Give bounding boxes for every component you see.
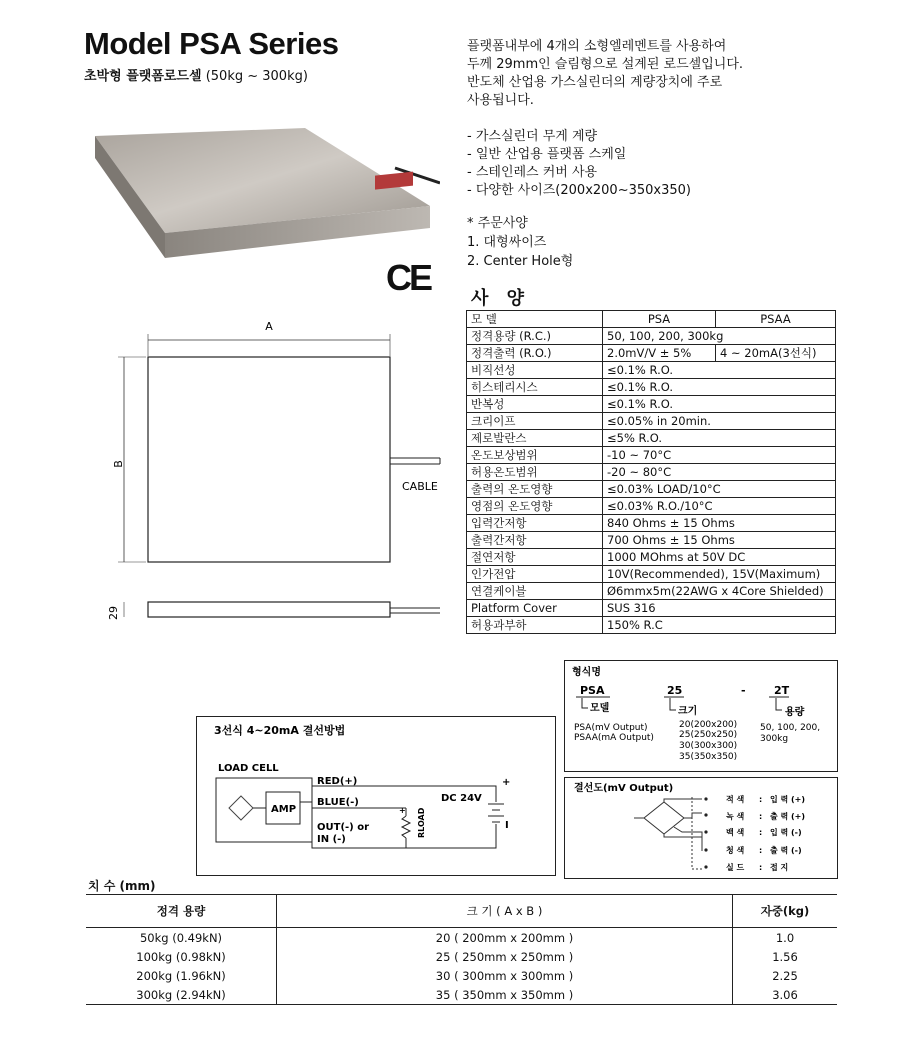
mv-func: 출 력 (-)	[770, 846, 802, 855]
model-code-diagram	[564, 660, 836, 770]
dim-header-cell: 정격 용량	[86, 895, 277, 928]
dim-row	[86, 947, 837, 966]
feature-item: - 스테인레스 커버 사용	[467, 165, 598, 180]
mv-func: 접 지	[770, 863, 789, 872]
label-a: A	[265, 320, 273, 333]
spec-value: 10V(Recommended), 15V(Maximum)	[603, 566, 836, 583]
spec-key: 크리이프	[467, 413, 603, 430]
spec-row	[467, 532, 836, 549]
ma-wiring-diagram	[196, 716, 554, 874]
dim-cell: 25 ( 250mm x 250mm )	[277, 947, 733, 966]
spec-row	[467, 566, 836, 583]
spec-value: -20 ~ 80°C	[603, 464, 836, 481]
dim-cell: 1.56	[772, 949, 798, 964]
out-label-2: IN (-)	[317, 834, 346, 845]
spec-key: 인가전압	[467, 566, 603, 583]
label-cable: CABLE	[402, 480, 438, 493]
spec-row	[467, 600, 836, 617]
spec-value: 150% R.C	[603, 617, 836, 634]
mv-color: 녹 색	[726, 812, 745, 821]
dim-cell: 1.0	[775, 930, 795, 945]
spec-row	[467, 464, 836, 481]
feature-item: - 일반 산업용 플랫폼 스케일	[467, 147, 627, 162]
spec-row	[467, 447, 836, 464]
spec-row	[467, 498, 836, 515]
dim-cell: 3.06	[733, 985, 838, 1005]
out-label-1: OUT(-) or	[317, 822, 370, 833]
mv-sep: :	[759, 846, 763, 855]
label-size: 크기	[678, 706, 698, 717]
rload-plus: +	[399, 806, 406, 815]
spec-value: ≤0.05% in 20min.	[603, 413, 836, 430]
spec-header-cell: PSAA	[716, 311, 836, 328]
spec-value: ≤0.03% R.O./10°C	[603, 498, 836, 515]
spec-key: 허용온도범위	[467, 464, 603, 481]
spec-key: 절연저항	[467, 549, 603, 566]
subtitle-range: (50kg ~ 300kg)	[205, 69, 308, 84]
spec-value: SUS 316	[603, 600, 836, 617]
spec-value: 1000 MOhms at 50V DC	[603, 549, 836, 566]
intro-line: 두께 29mm인 슬림형으로 설계된 로드셀입니다.	[467, 57, 744, 72]
dim-row	[86, 966, 837, 985]
feature-item: - 다양한 사이즈(200x200~350x350)	[467, 183, 691, 198]
size-option: 30(300x300)	[679, 741, 738, 751]
dim-header-row	[86, 895, 837, 928]
intro-line: 반도체 산업용 가스실린더의 계량장치에 주로	[467, 75, 723, 90]
spec-key: 제로발란스	[467, 430, 603, 447]
size-option: 20(200x200)	[679, 720, 738, 730]
model-option: PSAA(mA Output)	[574, 733, 654, 743]
amp-label: AMP	[271, 804, 297, 815]
intro-line: 플랫폼내부에 4개의 소형엘레멘트를 사용하여	[467, 39, 727, 54]
page-subtitle	[84, 65, 308, 84]
spec-row	[467, 515, 836, 532]
dc-minus: I	[505, 820, 509, 831]
mv-sep: :	[759, 812, 763, 821]
label-cap: 용량	[785, 707, 805, 718]
wiring-title: 3선식 4~20mA 결선방법	[214, 724, 346, 737]
spec-value: Ø6mmx5m(22AWG x 4Core Shielded)	[603, 583, 836, 600]
spec-row	[467, 362, 836, 379]
code-size: 25	[667, 684, 683, 697]
spec-key: 반복성	[467, 396, 603, 413]
spec-value: ≤0.1% R.O.	[603, 379, 836, 396]
label-model: 모델	[590, 703, 610, 714]
order-options	[467, 214, 573, 271]
mv-sep: :	[759, 863, 763, 872]
spec-value: 840 Ohms ± 15 Ohms	[603, 515, 836, 532]
order-item: 1. 대형싸이즈	[467, 235, 547, 250]
feature-list	[467, 128, 691, 200]
spec-key: 허용과부하	[467, 617, 603, 634]
mv-func: 출 력 (+)	[770, 812, 806, 821]
cap-option: 300kg	[760, 734, 789, 744]
spec-key: Platform Cover	[467, 600, 603, 617]
mv-wiring-diagram	[564, 777, 836, 877]
spec-value: ≤5% R.O.	[603, 430, 836, 447]
mv-color: 적 색	[726, 795, 745, 804]
label-b: B	[112, 460, 125, 468]
size-option: 35(350x350)	[679, 752, 738, 762]
order-heading: * 주문사양	[467, 216, 528, 231]
mv-sep: :	[759, 795, 763, 804]
mv-color: 청 색	[726, 846, 745, 855]
feature-item: - 가스실린더 무게 계량	[467, 129, 598, 144]
ce-mark-icon: CE	[386, 257, 431, 298]
red-label: RED(+)	[317, 776, 358, 787]
dim-cell: 100kg (0.98kN)	[136, 949, 226, 964]
cap-option: 50, 100, 200,	[760, 723, 821, 733]
blue-label: BLUE(-)	[317, 797, 359, 808]
spec-row	[467, 396, 836, 413]
intro-line: 사용됩니다.	[467, 93, 534, 108]
spec-key: 정격용량 (R.C.)	[467, 328, 603, 345]
spec-key: 히스테리시스	[467, 379, 603, 396]
spec-value: ≤0.1% R.O.	[603, 396, 836, 413]
dimension-drawing	[100, 312, 450, 632]
spec-header-cell: 모 델	[467, 311, 603, 328]
spec-value: ≤0.1% R.O.	[603, 362, 836, 379]
spec-key: 연결케이블	[467, 583, 603, 600]
spec-key: 출력간저항	[467, 532, 603, 549]
spec-row	[467, 583, 836, 600]
spec-row	[467, 345, 836, 362]
order-item: 2. Center Hole형	[467, 254, 574, 269]
spec-key: 온도보상범위	[467, 447, 603, 464]
spec-value: 4 ~ 20mA(3선식)	[716, 345, 836, 362]
size-option: 25(250x250)	[679, 730, 738, 740]
mv-func: 입 력 (+)	[770, 795, 806, 804]
mv-func: 입 력 (-)	[770, 828, 802, 837]
code-dash: -	[741, 684, 746, 697]
dc-label: DC 24V	[441, 793, 482, 804]
spec-key: 비직선성	[467, 362, 603, 379]
mv-color: 실 드	[726, 863, 745, 872]
dc-plus: +	[502, 777, 511, 788]
intro-text	[467, 38, 867, 110]
spec-value: 2.0mV/V ± 5%	[603, 345, 716, 362]
dim-row	[86, 985, 837, 1005]
spec-key: 정격출력 (R.O.)	[467, 345, 603, 362]
mv-color: 백 색	[726, 828, 745, 837]
dim-cell: 200kg (1.96kN)	[136, 968, 226, 983]
mv-title: 결선도(mV Output)	[574, 783, 674, 794]
model-code-title: 형식명	[572, 667, 601, 678]
spec-value: 700 Ohms ± 15 Ohms	[603, 532, 836, 549]
dimensions-table	[86, 894, 837, 1005]
spec-value: ≤0.03% LOAD/10°C	[603, 481, 836, 498]
spec-header-cell: PSA	[603, 311, 716, 328]
spec-value: -10 ~ 70°C	[603, 447, 836, 464]
dim-cell: 20 ( 200mm x 200mm )	[277, 928, 733, 948]
model-option: PSA(mV Output)	[574, 723, 648, 733]
spec-row	[467, 481, 836, 498]
spec-row	[467, 430, 836, 447]
dim-cell: 300kg (2.94kN)	[86, 985, 277, 1005]
subtitle-product: 초박형 플랫폼로드셀	[84, 69, 202, 84]
code-psa: PSA	[580, 684, 605, 697]
dimensions-title: 치 수 (mm)	[88, 879, 156, 893]
label-height: 29	[107, 606, 120, 620]
spec-row	[467, 549, 836, 566]
spec-row	[467, 328, 836, 345]
dim-cell: 2.25	[772, 968, 798, 983]
dim-cell: 50kg (0.49kN)	[139, 930, 223, 945]
mv-sep: :	[759, 828, 763, 837]
dim-header-cell: 크 기 ( A x B )	[277, 895, 733, 928]
dim-header-cell: 자중(kg)	[733, 895, 838, 928]
dim-cell: 35 ( 350mm x 350mm )	[277, 985, 733, 1005]
dim-row	[86, 928, 837, 948]
spec-row	[467, 413, 836, 430]
product-photo	[95, 128, 440, 263]
spec-key: 영점의 온도영향	[467, 498, 603, 515]
page-title: Model PSA Series	[84, 26, 339, 61]
spec-value: 50, 100, 200, 300kg	[603, 328, 836, 345]
spec-row	[467, 379, 836, 396]
load-cell-label: LOAD CELL	[218, 763, 279, 774]
spec-title: 사 양	[471, 288, 531, 309]
rload-label: RLOAD	[417, 807, 426, 838]
code-cap: 2T	[774, 684, 790, 697]
spec-key: 출력의 온도영향	[467, 481, 603, 498]
spec-key: 입력간저항	[467, 515, 603, 532]
spec-header-row	[467, 311, 836, 328]
dim-cell: 30 ( 300mm x 300mm )	[277, 966, 733, 985]
spec-table	[466, 310, 836, 634]
spec-row	[467, 617, 836, 634]
